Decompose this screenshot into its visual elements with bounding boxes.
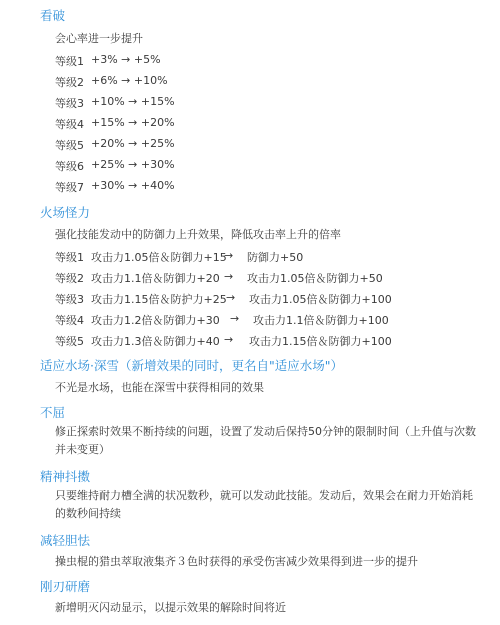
section-title-jingshen: 精神抖擞 (40, 469, 91, 484)
level-before: 攻击力1.05倍＆防御力+15 (91, 251, 227, 264)
level-value: +3% → +5% (91, 53, 161, 66)
level-before: 攻击力1.15倍＆防护力+25 (91, 293, 227, 306)
level-before: 攻击力1.3倍＆防御力+40 (91, 335, 220, 348)
level-label: 等级4 (55, 118, 84, 131)
arrow-icon: → (224, 333, 234, 346)
level-value: +6% → +10% (91, 74, 168, 87)
level-label: 等级5 (55, 139, 84, 152)
arrow-icon: → (224, 270, 234, 283)
level-value: +20% → +25% (91, 137, 175, 150)
level-label: 等级1 (55, 251, 84, 264)
level-value: +30% → +40% (91, 179, 175, 192)
section-title-shiying: 适应水场·深雪（新增效果的同时，更名自"适应水场"） (40, 358, 343, 373)
section-title-jianqing: 减轻胆怯 (40, 533, 91, 548)
level-after: 攻击力1.05倍＆防御力+100 (249, 293, 392, 306)
level-label: 等级2 (55, 272, 84, 285)
level-after: 攻击力1.05倍＆防御力+50 (247, 272, 383, 285)
level-label: 等级5 (55, 335, 84, 348)
level-value: +15% → +20% (91, 116, 175, 129)
level-value: +25% → +30% (91, 158, 175, 171)
level-before: 攻击力1.2倍＆防御力+30 (91, 314, 220, 327)
section-desc-gangren: 新增明灭闪动显示，以提示效果的解除时间将近 (55, 601, 286, 614)
arrow-icon: → (230, 312, 240, 325)
level-before: 攻击力1.1倍＆防御力+20 (91, 272, 220, 285)
level-label: 等级2 (55, 76, 84, 89)
arrow-icon: → (226, 291, 236, 304)
section-desc-huochang: 强化技能发动中的防御力上升效果，降低攻击率上升的倍率 (55, 228, 341, 241)
section-desc-jianqing: 操虫棍的猎虫萃取液集齐３色时获得的承受伤害减少效果得到进一步的提升 (55, 555, 418, 568)
section-desc-jingshen: 只要维持耐力槽全满的状况数秒，就可以发动此技能。发动后，效果会在耐力开始消耗的数秒间持续 (55, 489, 473, 520)
level-label: 等级1 (55, 55, 84, 68)
level-value: +10% → +15% (91, 95, 175, 108)
arrow-icon: → (224, 249, 234, 262)
section-title-kanpo: 看破 (40, 8, 66, 23)
section-title-gangren: 刚刃研磨 (40, 579, 91, 594)
section-desc-shiying: 不光是水场，也能在深雪中获得相同的效果 (55, 381, 264, 394)
level-after: 攻击力1.1倍＆防御力+100 (253, 314, 389, 327)
level-label: 等级3 (55, 97, 84, 110)
level-after: 攻击力1.15倍＆防御力+100 (249, 335, 392, 348)
section-title-buqu: 不屈 (40, 405, 66, 420)
section-desc-kanpo: 会心率进一步提升 (55, 32, 143, 45)
level-label: 等级6 (55, 160, 84, 173)
section-desc-buqu: 修正探索时效果不断持续的问题，设置了发动后保持50分钟的限制时间（上升值与次数并未变更） (55, 425, 476, 456)
level-label: 等级7 (55, 181, 84, 194)
section-title-huochang: 火场怪力 (40, 205, 91, 220)
level-label: 等级4 (55, 314, 84, 327)
level-label: 等级3 (55, 293, 84, 306)
level-after: 防御力+50 (247, 251, 304, 264)
